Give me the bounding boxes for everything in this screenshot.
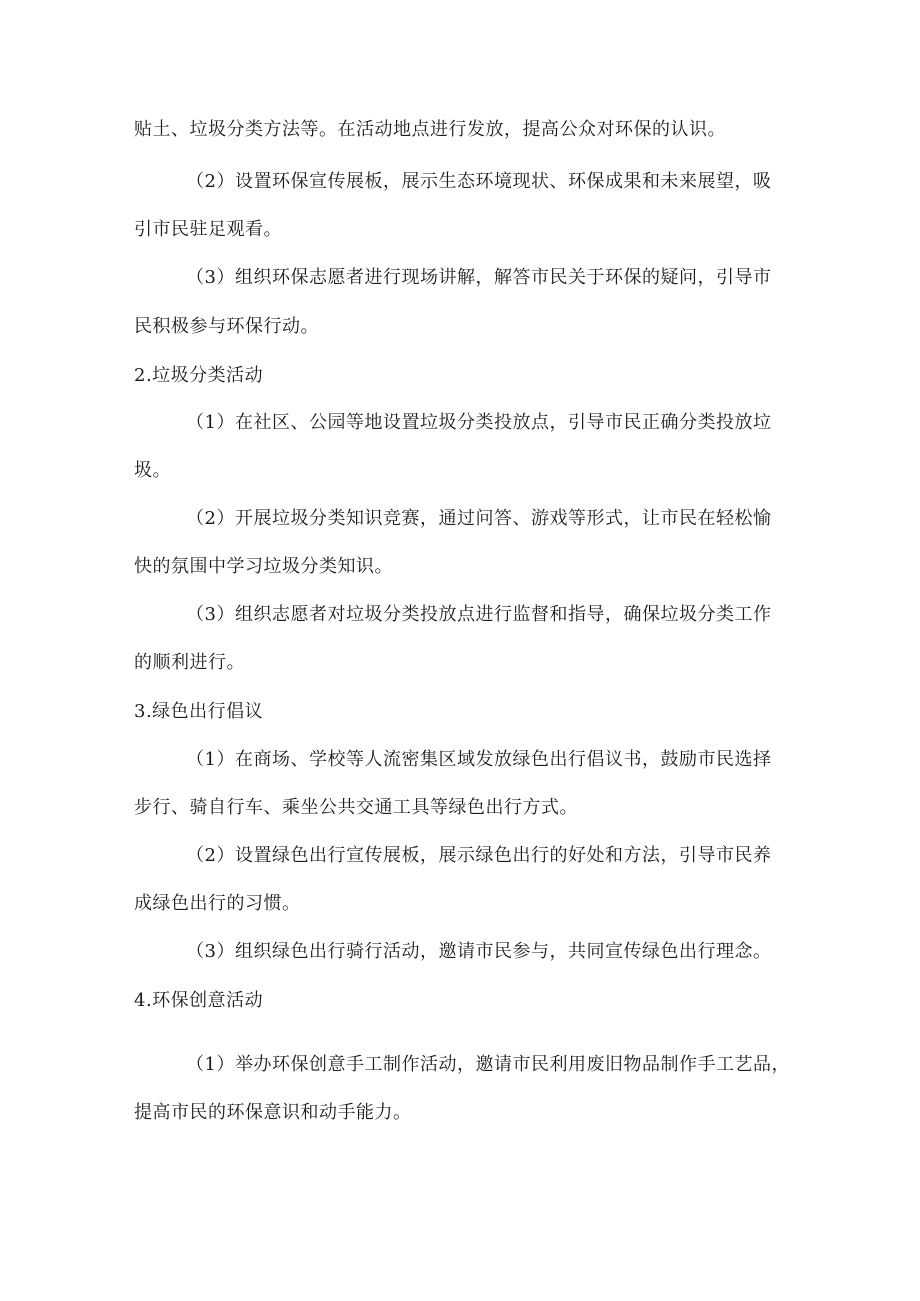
section-2-item-1-line-2: 圾。 <box>134 460 171 481</box>
section-heading-3: 3.绿色出行倡议 <box>134 701 264 722</box>
section-4-item-1-line-1: （1）举办环保创意手工制作活动，邀请市民利用废旧物品制作手工艺品， <box>186 1054 790 1075</box>
section-2-item-2-line-2: 快的氛围中学习垃圾分类知识。 <box>134 556 393 577</box>
section-2-item-1-line-1: （1）在社区、公园等地设置垃圾分类投放点，引导市民正确分类投放垃 <box>186 412 772 433</box>
section-3-item-1-line-2: 步行、骑自行车、乘坐公共交通工具等绿色出行方式。 <box>134 797 578 818</box>
section-heading-2: 2.垃圾分类活动 <box>134 365 264 386</box>
section-2-item-3-line-2: 的顺利进行。 <box>134 652 245 673</box>
list-item-2-line-2: 引市民驻足观看。 <box>134 219 282 240</box>
paragraph-continuation: 贴土、垃圾分类方法等。在活动地点进行发放，提高公众对环保的认识。 <box>134 119 726 140</box>
section-3-item-2-line-1: （2）设置绿色出行宣传展板，展示绿色出行的好处和方法，引导市民养 <box>186 845 772 866</box>
list-item-2-line-1: （2）设置环保宣传展板，展示生态环境现状、环保成果和未来展望，吸 <box>186 171 772 192</box>
section-3-item-1-line-1: （1）在商场、学校等人流密集区域发放绿色出行倡议书，鼓励市民选择 <box>186 749 772 770</box>
section-heading-4: 4.环保创意活动 <box>134 990 264 1011</box>
section-2-item-3-line-1: （3）组织志愿者对垃圾分类投放点进行监督和指导，确保垃圾分类工作 <box>186 604 772 625</box>
section-3-item-3: （3）组织绿色出行骑行活动，邀请市民参与，共同宣传绿色出行理念。 <box>186 941 772 962</box>
list-item-3-line-1: （3）组织环保志愿者进行现场讲解，解答市民关于环保的疑问，引导市 <box>186 267 772 288</box>
section-4-item-1-line-2: 提高市民的环保意识和动手能力。 <box>134 1102 412 1123</box>
section-2-item-2-line-1: （2）开展垃圾分类知识竞赛，通过问答、游戏等形式，让市民在轻松愉 <box>186 508 772 529</box>
list-item-3-line-2: 民积极参与环保行动。 <box>134 316 319 337</box>
section-3-item-2-line-2: 成绿色出行的习惯。 <box>134 893 301 914</box>
